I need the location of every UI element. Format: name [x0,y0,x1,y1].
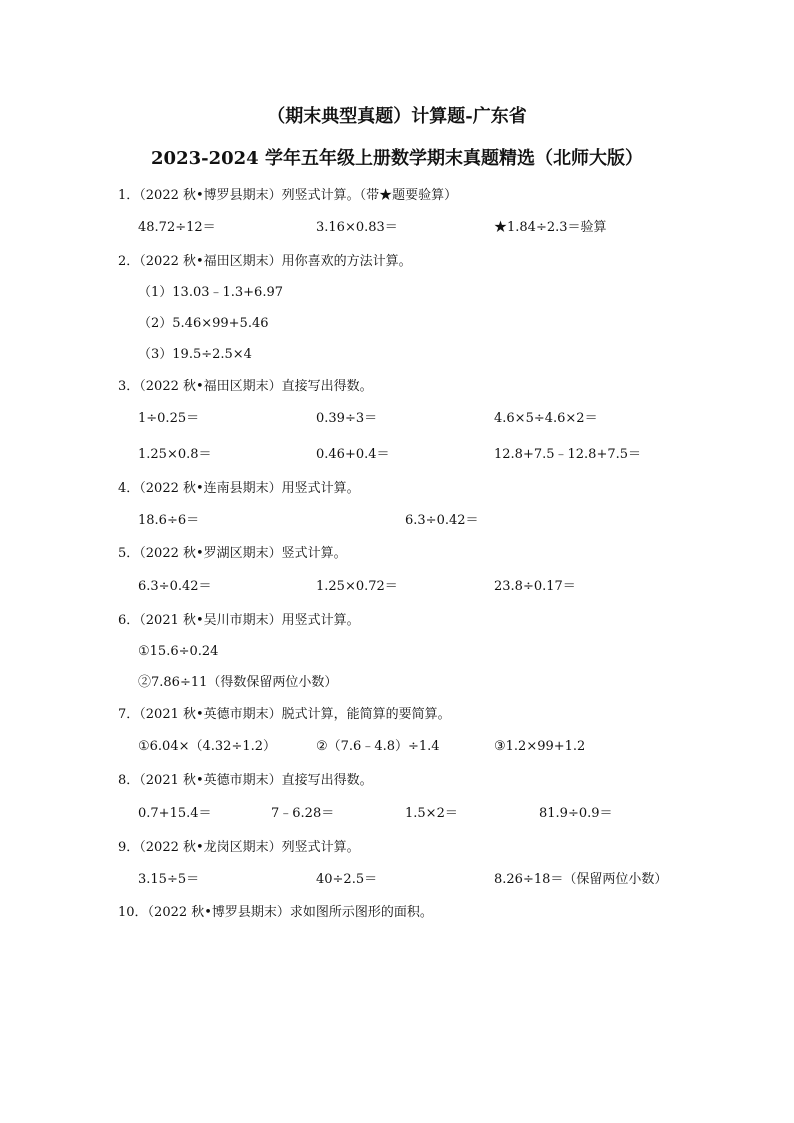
q1-item-3: ★1.84÷2.3＝验算 [494,220,607,235]
q8-item-1: 0.7+15.4＝ [138,806,212,821]
page-title-line1: （期末典型真题）计算题-广东省 [267,106,527,127]
q2-item-3: （3）19.5÷2.5×4 [138,347,252,362]
q3-item-4: 1.25×0.8＝ [138,447,212,462]
q7-item-1: ①6.04×（4.32÷1.2） [138,739,277,754]
q2-item-2: （2）5.46×99+5.46 [138,316,269,331]
q3-item-2: 0.39÷3＝ [316,411,378,426]
q8-item-2: 7﹣6.28＝ [271,806,335,821]
question-5: 5．（2022 秋•罗湖区期末）竖式计算。 [118,546,347,561]
q3-item-1: 1÷0.25＝ [138,411,200,426]
q3-item-3: 4.6×5÷4.6×2＝ [494,411,598,426]
q9-item-1: 3.15÷5＝ [138,872,200,887]
q7-item-3: ③1.2×99+1.2 [494,739,586,754]
page-title-line2: 2023-2024 学年五年级上册数学期末真题精选（北师大版） [151,148,643,169]
q6-item-1: ①15.6÷0.24 [138,644,219,659]
q9-item-3: 8.26÷18＝（保留两位小数） [494,872,668,887]
q5-item-2: 1.25×0.72＝ [316,579,398,594]
q8-item-4: 81.9÷0.9＝ [539,806,613,821]
q3-item-6: 12.8+7.5﹣12.8+7.5＝ [494,447,642,462]
q8-item-3: 1.5×2＝ [405,806,458,821]
q5-item-1: 6.3÷0.42＝ [138,579,212,594]
q1-item-1: 48.72÷12＝ [138,220,216,235]
question-1: 1．（2022 秋•博罗县期末）列竖式计算。（带★题要验算） [118,188,458,203]
q7-item-2: ②（7.6﹣4.8）÷1.4 [316,739,440,754]
q1-item-2: 3.16×0.83＝ [316,220,398,235]
question-9: 9．（2022 秋•龙岗区期末）列竖式计算。 [118,840,360,855]
question-4: 4．（2022 秋•连南县期末）用竖式计算。 [118,481,360,496]
question-6: 6．（2021 秋•吴川市期末）用竖式计算。 [118,613,360,628]
q3-item-5: 0.46+0.4＝ [316,447,390,462]
q6-item-2: ②7.86÷11（得数保留两位小数） [138,675,338,690]
question-7: 7．（2021 秋•英德市期末）脱式计算，能简算的要简算。 [118,707,451,722]
q4-item-1: 18.6÷6＝ [138,513,200,528]
question-10: 10．（2022 秋•博罗县期末）求如图所示图形的面积。 [118,905,433,920]
question-8: 8．（2021 秋•英德市期末）直接写出得数。 [118,773,373,788]
q9-item-2: 40÷2.5＝ [316,872,378,887]
q4-item-2: 6.3÷0.42＝ [405,513,479,528]
q2-item-1: （1）13.03﹣1.3+6.97 [138,285,283,300]
question-2: 2．（2022 秋•福田区期末）用你喜欢的方法计算。 [118,254,412,269]
q5-item-3: 23.8÷0.17＝ [494,579,576,594]
question-3: 3．（2022 秋•福田区期末）直接写出得数。 [118,379,373,394]
